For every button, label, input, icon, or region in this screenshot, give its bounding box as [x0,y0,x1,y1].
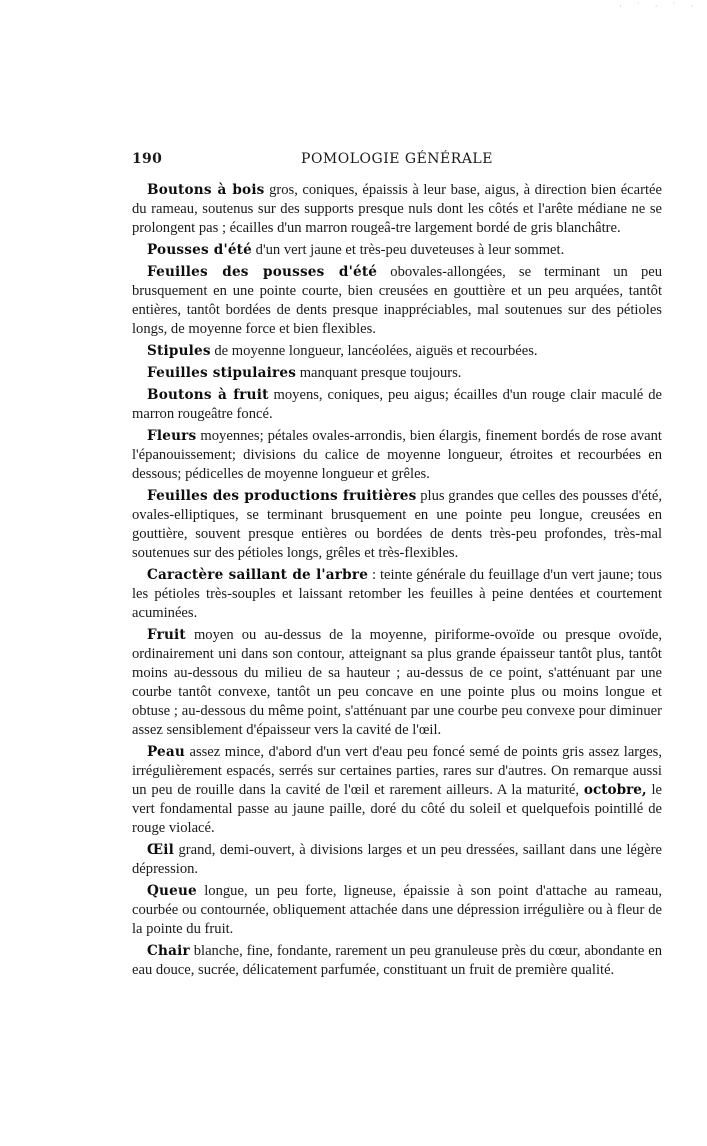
entry-term: Peau [147,744,185,760]
running-head [132,151,662,173]
entry-text: longue, un peu forte, ligneuse, épaissie à son point d'attache au rameau, courbée ou contournée, obliquement attachée dans une dépression irrégulière ou à fleur de la pointe du fruit. [132,883,662,937]
entry-text: de moyenne longueur, lancéolées, aiguës et recourbées. [210,343,538,359]
entry-boutons-a-fruit [132,386,662,424]
entry-feuilles-des-productions [132,487,662,563]
entry-text: grand, demi-ouvert, à divisions larges et un peu dressées, saillant dans une légère dépression. [132,842,662,877]
entry-term: Fruit [147,627,186,643]
entry-term: Fleurs [147,428,197,444]
entry-term: Boutons à bois [147,182,265,198]
entry-text: moyennes; pétales ovales-arrondis, bien élargis, finement bordés de rose avant l'épanouissement; divisions du calice de moyenne longueur, étroites et recourbées en dessous; pédicelles de moyenne longueur et grêles. [132,428,662,482]
entry-queue [132,882,662,939]
page-body [132,181,662,980]
entry-peau [132,743,662,838]
entry-text: moyen ou au-dessus de la moyenne, piriforme-ovoïde ou presque ovoïde, ordinairement uni dans son contour, atteignant sa plus grande épaisseur tantôt plus, tantôt moins au-dessous du milieu de sa hauteur ; au-dessus de ce point, s'atténuant par une courbe tantôt convexe, tantôt un peu concave en une pointe plus ou moins longue et obtuse ; au-dessous du même point, s'atténuant par une courbe peu convexe pour diminuer assez sensiblement d'épaisseur vers la cavité de l'œil. [132,627,662,738]
entry-term: Chair [147,943,190,959]
entry-text: blanche, fine, fondante, rarement un peu granuleuse près du cœur, abondante en eau douce, sucrée, délicatement parfumée, constituant un fruit de première qualité. [132,943,662,978]
entry-pousses-d-ete [132,241,662,260]
entry-term: Boutons à fruit [147,387,269,403]
entry-fleurs [132,427,662,484]
entry-text-continued: le vert fondamental passe au jaune paille, doré du côté du soleil et quelquefois pointillé de rouge violacé. [132,782,662,836]
entry-stipules [132,342,662,361]
entry-fruit [132,626,662,740]
entry-chair [132,942,662,980]
entry-term: Pousses d'été [147,242,252,258]
book-page [132,151,662,983]
entry-text: assez mince, d'abord d'un vert d'eau peu foncé semé de points gris assez larges, irrégulièrement espacés, serrés sur certaines parties, rares sur d'autres. On remarque aussi un peu de rouille dans la cavité de l'œil et rarement ailleurs. A la maturité, [132,744,662,798]
entry-text: : teinte générale du feuillage d'un vert jaune; tous les pétioles très-souples et laissant retomber les feuilles à peine dentées et courtement acuminées. [132,567,662,621]
entry-text: d'un vert jaune et très-peu duveteuses à leur sommet. [252,242,565,258]
entry-caractere-saillant [132,566,662,623]
entry-oeil [132,841,662,879]
entry-term: Feuilles stipulaires [147,365,297,381]
scan-specks: · ˙ · ˙ · [619,2,699,11]
entry-term: Caractère saillant de l'arbre [147,567,369,583]
running-title: POMOLOGIE GÉNÉRALE [301,151,493,167]
entry-text: gros, coniques, épaissis à leur base, aigus, à direction bien écartée du rameau, soutenus sur des supports presque nuls dont les côtés et l'arête médiane ne se prolongent pas ; écailles d'un marron rougeâ-tre largement bordé de gris blanchâtre. [132,182,662,236]
entry-text: manquant presque toujours. [296,365,462,381]
entry-text: obovales-allongées, se terminant un peu brusquement en une pointe courte, bien creusées en gouttière et un peu arquées, tantôt entières, tantôt bordées de dents presque inappréciables, mal soutenues sur des pétioles longs, de moyenne force et bien flexibles. [132,264,663,337]
entry-feuilles-stipulaires [132,364,662,383]
entry-term: Feuilles des pousses d'été [147,264,378,280]
entry-boutons-a-bois [132,181,662,238]
entry-term: Queue [147,883,197,899]
maturity-month: octobre, [583,782,647,798]
entry-feuilles-des-pousses [132,263,662,339]
entry-text: plus grandes que celles des pousses d'été, ovales-elliptiques, se terminant brusquement en une pointe peu longue, creusées en gouttière, souvent presque entières ou bordées de dents très-peu profondes, très-mal soutenues sur des pétioles longs, grêles et très-flexibles. [132,488,662,561]
entry-term: Feuilles des productions fruitières [147,488,417,504]
entry-term: Stipules [147,343,211,359]
page-number: 190 [132,151,163,167]
entry-text: moyens, coniques, peu aigus; écailles d'un rouge clair maculé de marron rougeâtre foncé. [132,387,662,422]
entry-term: Œil [147,842,174,858]
